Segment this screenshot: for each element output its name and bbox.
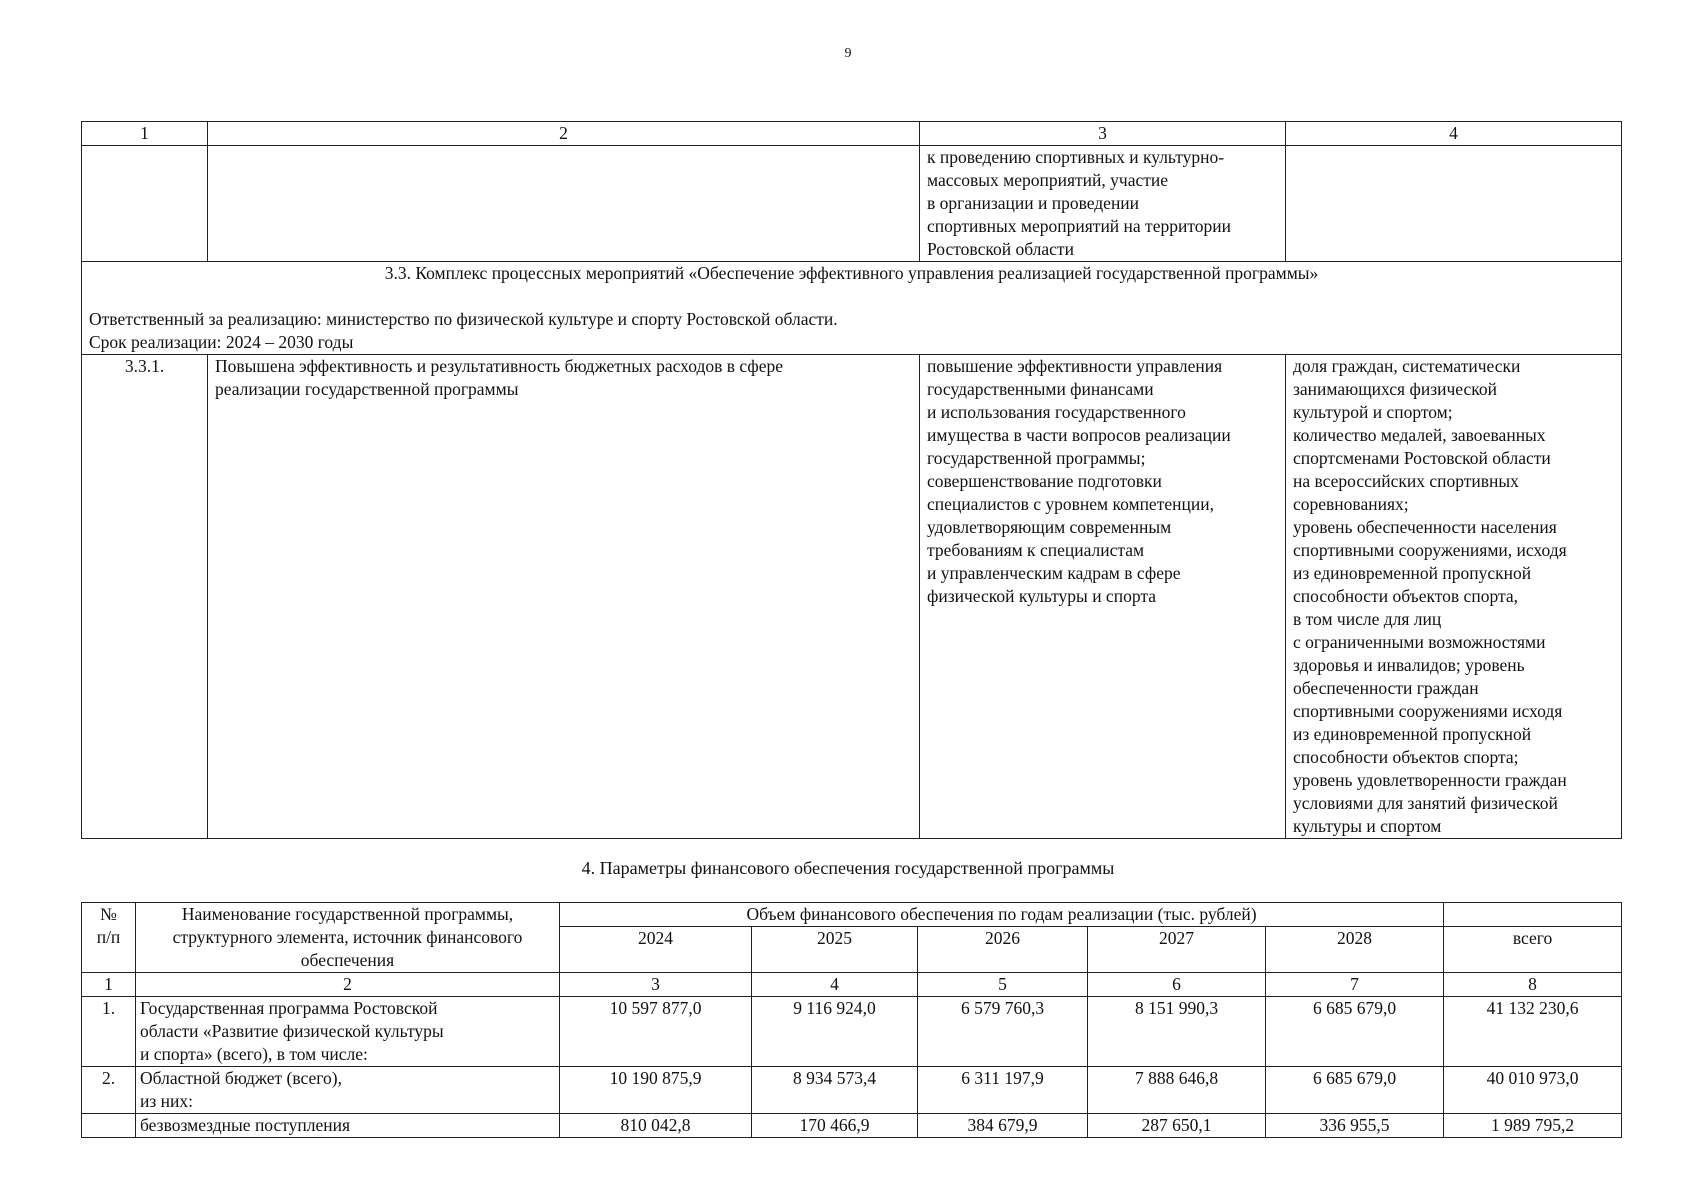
- value-2025: 8 934 573,4: [752, 1067, 918, 1114]
- year-2025: 2025: [752, 927, 918, 973]
- activities-table: [81, 121, 1622, 839]
- column-number-3: 3: [920, 122, 1286, 146]
- column-number: 4: [752, 973, 918, 997]
- column-number-1: 1: [82, 122, 208, 146]
- column-number-row: [82, 122, 1622, 146]
- year-2026: 2026: [918, 927, 1088, 973]
- value-2028: 6 685 679,0: [1266, 1067, 1444, 1114]
- column-number-row: [82, 973, 1622, 997]
- value-total: 40 010 973,0: [1444, 1067, 1622, 1114]
- value-2027: 8 151 990,3: [1088, 997, 1266, 1067]
- volume-header: Объем финансового обеспечения по годам реализации (тыс. рублей): [560, 903, 1444, 927]
- table-row: [82, 146, 1622, 262]
- empty-cell: [1286, 146, 1622, 262]
- responsible-text: Ответственный за реализацию: министерство по физической культуре и спорту Ростовской области.: [89, 309, 838, 329]
- value-2028: 6 685 679,0: [1266, 997, 1444, 1067]
- column-number-2: 2: [208, 122, 920, 146]
- row-name: Государственная программа Ростовской области «Развитие физической культуры и спорта» (всего), в том числе:: [136, 997, 560, 1067]
- value-2026: 6 311 197,9: [918, 1067, 1088, 1114]
- value-2025: 9 116 924,0: [752, 997, 918, 1067]
- task-text: Повышена эффективность и результативность бюджетных расходов в сфере реализации государственной программы: [208, 355, 920, 839]
- page-number: 9: [844, 46, 852, 61]
- term-text: Срок реализации: 2024 – 2030 годы: [89, 332, 354, 352]
- table-row: [82, 997, 1622, 1067]
- value-2024: 10 597 877,0: [560, 997, 752, 1067]
- row-name: безвозмездные поступления: [136, 1114, 560, 1138]
- column-number-4: 4: [1286, 122, 1622, 146]
- table-row: [82, 1067, 1622, 1114]
- year-2024: 2024: [560, 927, 752, 973]
- column-number: 1: [82, 973, 136, 997]
- complex-title: 3.3. Комплекс процессных мероприятий «Обеспечение эффективного управления реализацией государственной программы»: [384, 263, 1319, 283]
- total-header: всего: [1444, 927, 1622, 973]
- table-row: [82, 1114, 1622, 1138]
- column-number: 6: [1088, 973, 1266, 997]
- description-text: повышение эффективности управления государственными финансами и использования государственного имущества в части вопросов реализации государственной программы; совершенствование подготовки специалистов с уровнем компетенции, удовлетворяющим современным требованиям к специалистам и управленческим кадрам в сфере физической культуры и спорта: [920, 355, 1286, 839]
- value-2025: 170 466,9: [752, 1114, 918, 1138]
- empty-cell: [82, 146, 208, 262]
- description-continuation: к проведению спортивных и культурно- массовых мероприятий, участие в организации и проведении спортивных мероприятий на территории Ростовской области: [920, 146, 1286, 262]
- value-2027: 287 650,1: [1088, 1114, 1266, 1138]
- empty-cell: [1444, 903, 1622, 927]
- financing-table: [81, 902, 1622, 1138]
- empty-cell: [208, 146, 920, 262]
- value-total: 1 989 795,2: [1444, 1114, 1622, 1138]
- year-2028: 2028: [1266, 927, 1444, 973]
- year-2027: 2027: [1088, 927, 1266, 973]
- column-number: 8: [1444, 973, 1622, 997]
- header-row: [82, 903, 1622, 927]
- row-number: [82, 1114, 136, 1138]
- column-number: 2: [136, 973, 560, 997]
- number-header: № п/п: [82, 903, 136, 973]
- value-2027: 7 888 646,8: [1088, 1067, 1266, 1114]
- table-row: [82, 355, 1622, 839]
- row-name: Областной бюджет (всего), из них:: [136, 1067, 560, 1114]
- value-2028: 336 955,5: [1266, 1114, 1444, 1138]
- section-heading: 4. Параметры финансового обеспечения государственной программы: [581, 858, 1115, 878]
- value-2024: 810 042,8: [560, 1114, 752, 1138]
- row-number: 1.: [82, 997, 136, 1067]
- value-2026: 6 579 760,3: [918, 997, 1088, 1067]
- column-number: 5: [918, 973, 1088, 997]
- value-2026: 384 679,9: [918, 1114, 1088, 1138]
- value-total: 41 132 230,6: [1444, 997, 1622, 1067]
- column-number: 7: [1266, 973, 1444, 997]
- row-number: 3.3.1.: [82, 355, 208, 839]
- column-number: 3: [560, 973, 752, 997]
- row-number: 2.: [82, 1067, 136, 1114]
- value-2024: 10 190 875,9: [560, 1067, 752, 1114]
- complex-row: [82, 262, 1622, 355]
- name-header: Наименование государственной программы, структурного элемента, источник финансового обеспечения: [136, 903, 560, 973]
- indicators-text: доля граждан, систематически занимающихся физической культурой и спортом; количество медалей, завоеванных спортсменами Ростовской области на всероссийских спортивных соревнованиях; уровень обеспеченности населения спортивными сооружениями, исходя из единовременной пропускной способности объектов спорта, в том числе для лиц с ограниченными возможностями здоровья и инвалидов; уровень обеспеченности граждан спортивными сооружениями исходя из единовременной пропускной способности объектов спорта; уровень удовлетворенности граждан условиями для занятий физической культуры и спортом: [1286, 355, 1622, 839]
